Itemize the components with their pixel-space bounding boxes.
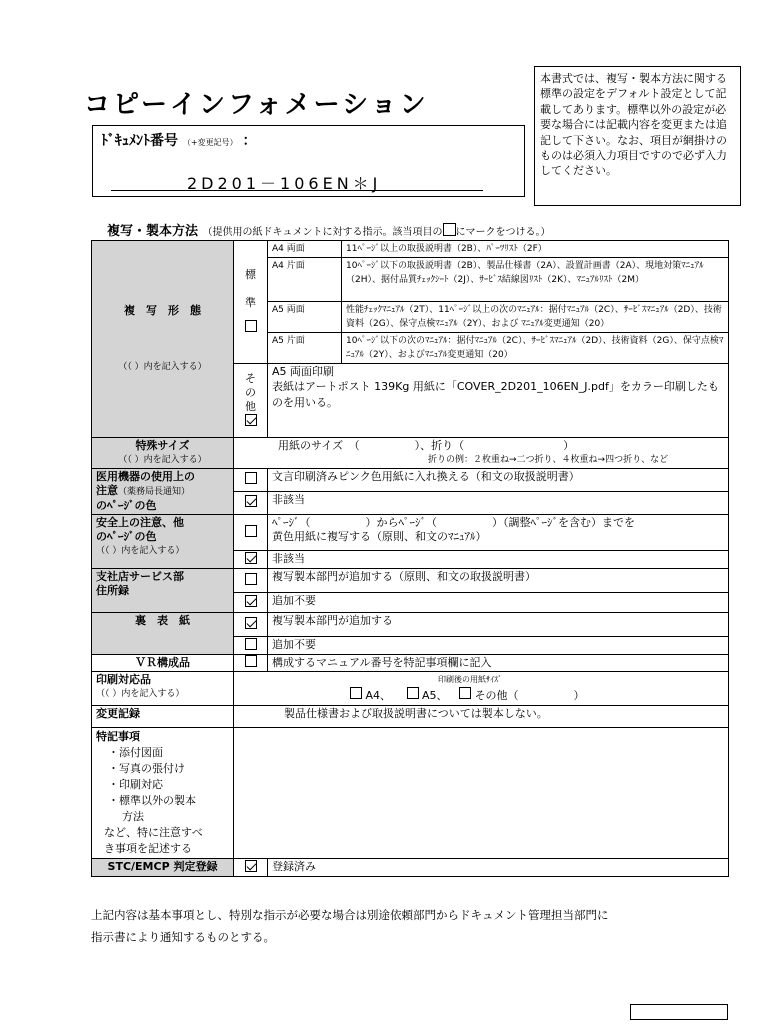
print-a5-label: A5、 (422, 689, 448, 702)
medical-label-2: 注意 (96, 484, 118, 497)
medical-opt1-checkbox[interactable] (245, 472, 257, 484)
medical-label-1: 医用機器の使用上の (96, 470, 195, 483)
back-cover-opt1-checkbox[interactable] (245, 617, 257, 629)
branch-opt2-checkbox[interactable] (245, 595, 257, 607)
print-a4-checkbox[interactable] (350, 687, 362, 699)
safety-opt1-cell (268, 515, 729, 551)
footer-line-2: 指示書により通知するものとする。 (91, 930, 275, 944)
vr-check-cell (234, 655, 268, 672)
safety-label-sub: （（ ）内を記入する） (96, 546, 185, 556)
branch-opt1-check-cell (234, 569, 268, 593)
stc-checkbox[interactable] (245, 860, 257, 872)
stc-check-cell (234, 859, 268, 877)
safety-opt2-text: 非該当 (268, 551, 729, 569)
safety-label-1: 安全上の注意、他 (96, 516, 184, 529)
copy-desc-a4-duplex: 11ﾍﾟｰｼﾞ以上の取扱説明書（2B）、ﾊﾟｰﾂﾘｽﾄ（2F） (342, 241, 729, 258)
copy-type-a4-simplex: A4 片面 (268, 258, 342, 302)
print-label-sub: （（ ）内を記入する） (96, 689, 185, 699)
footer-note (91, 904, 731, 948)
document-number-colon: ： (242, 133, 257, 149)
document-number-value[interactable]: 2D201－106EN＊J (187, 174, 382, 193)
copy-method-table (91, 240, 729, 877)
copy-form-label: 複 写 形 態 (124, 304, 201, 317)
back-cover-opt1-check-cell (234, 613, 268, 637)
branch-opt1-checkbox[interactable] (245, 573, 257, 585)
special-size-text: 用紙のサイズ （ ）、折り（ ） (278, 439, 575, 452)
stc-label: STC/EMCP 判定登録 (92, 859, 234, 877)
document-number-box (92, 125, 525, 197)
medical-opt2-text: 非該当 (268, 492, 729, 515)
other-label-1: そ (245, 371, 256, 385)
safety-label-2: のﾍﾟｰｼﾞの色 (96, 530, 157, 543)
document-number-label (101, 130, 256, 150)
remarks-content[interactable] (234, 728, 729, 859)
special-size-label: 特殊サイズ (135, 439, 190, 452)
remarks-label: 特記事項 (96, 730, 140, 743)
medical-label-2-note: （薬務局長通知） (118, 487, 191, 497)
change-label: 変更記録 (92, 706, 234, 728)
page-title: コピーインフォメーション (84, 90, 429, 120)
copy-type-a5-simplex: A5 片面 (268, 333, 342, 364)
print-label-cell (92, 672, 234, 706)
print-a4-label: A4、 (365, 689, 392, 702)
safety-opt1-text-a: ﾍﾟｰｼﾞ（ ）からﾍﾟｰｼﾞ（ ）（調整ﾍﾟｰｼﾞを含む）までを (272, 516, 635, 529)
print-other-label: その他（ ） (474, 689, 585, 702)
standard-cell (234, 241, 268, 364)
document-number-underline (111, 190, 483, 191)
back-cover-opt2-text: 追加不要 (268, 637, 729, 655)
section-heading (107, 220, 551, 239)
checkbox-sample-icon (443, 223, 456, 236)
other-label-3: 他 (245, 399, 256, 413)
document-number-label-text: ﾄﾞｷｭﾒﾝﾄ番号 (101, 133, 178, 149)
other-line-1: A5 両面印刷 (272, 365, 335, 378)
change-text[interactable]: 製品仕様書および取扱説明書については製本しない。 (234, 706, 729, 728)
medical-opt1-check-cell (234, 469, 268, 492)
medical-opt2-checkbox[interactable] (245, 495, 257, 507)
special-size-label-sub: （（ ）内を記入する） (118, 455, 207, 465)
other-cell (234, 364, 268, 438)
safety-opt2-checkbox[interactable] (245, 552, 257, 564)
remarks-item: ・添付図面 (108, 746, 163, 759)
branch-label-cell (92, 569, 234, 613)
print-label: 印刷対応品 (96, 673, 151, 686)
remarks-item: ・標準以外の製本 (108, 794, 196, 807)
safety-opt2-check-cell (234, 551, 268, 569)
remarks-label-cell (92, 728, 234, 859)
other-checkbox[interactable] (245, 414, 257, 426)
standard-checkbox[interactable] (245, 320, 257, 332)
copy-form-label-sub: （（ ）内を記入する） (118, 362, 207, 372)
stc-text: 登録済み (268, 859, 729, 877)
vr-text: 構成するマニュアル番号を特記事項欄に記入 (268, 655, 729, 672)
remarks-item: ・写真の張付け (108, 762, 185, 775)
back-cover-opt1-text: 複写製本部門が追加する (268, 613, 729, 637)
branch-label-2: 住所録 (96, 584, 129, 597)
copy-desc-a4-simplex: 10ﾍﾟｰｼﾞ以下の取扱説明書（2B）、製品仕様書（2A）、設置計画書（2A）、現地対策ﾏﾆｭｱﾙ（2H）、据付品質ﾁｪｯｸｼｰﾄ（2J）、ｻｰﾋﾞｽ結線図ﾘｽﾄ（2K）、ﾏﾆｭｱﾙﾘｽﾄ（2M） (342, 258, 729, 302)
medical-opt1-text: 文言印刷済みピンク色用紙に入れ換える（和文の取扱説明書） (268, 469, 729, 492)
remarks-item: ・印刷対応 (108, 778, 163, 791)
remarks-tail-1: など、特に注意すべ (104, 826, 203, 839)
standard-label-1: 標 (245, 268, 256, 281)
medical-opt2-check-cell (234, 492, 268, 515)
document-number-label-note: （+変更記号） (182, 138, 238, 147)
special-size-label-cell (92, 438, 234, 469)
branch-opt2-text: 追加不要 (268, 593, 729, 613)
other-label-2: の (245, 385, 256, 399)
print-other-checkbox[interactable] (459, 687, 471, 699)
safety-opt1-checkbox[interactable] (245, 525, 257, 537)
back-cover-opt2-check-cell (234, 637, 268, 655)
instruction-note: 本書式では、複写・製本方法に関する標準の設定をデフォルト設定として記載してあります。標準以外の設定が必要な場合には記載内容を変更または追記して下さい。なお、項目が網掛けのものは必須入力項目ですので必ず入力してください。 (534, 66, 741, 206)
remarks-tail-2: き事項を記述する (104, 842, 192, 855)
section-title: 複写・製本方法 (107, 224, 199, 239)
standard-label-2: 準 (245, 296, 256, 309)
safety-label-cell (92, 515, 234, 569)
branch-opt1-text: 複写製本部門が追加する（原則、和文の取扱説明書） (268, 569, 729, 593)
copy-desc-a5-duplex: 性能ﾁｪｯｸﾏﾆｭｱﾙ（2T）、11ﾍﾟｰｼﾞ以上の次のﾏﾆｭｱﾙ：据付ﾏﾆｭｱﾙ（2C）、ｻｰﾋﾞｽﾏﾆｭｱﾙ（2D）、技術資料（2G）、保守点検ﾏﾆｭｱﾙ（2Y）、および ﾏﾆｭｱﾙ変更通知（20） (342, 302, 729, 333)
medical-label-cell (92, 469, 234, 515)
special-size-example: 折りの例：２枚重ね→二つ折り、４枚重ね→四つ折り、など (428, 455, 669, 465)
print-cell (234, 672, 729, 706)
vr-label: ＶＲ構成品 (92, 655, 234, 672)
page-number-box (630, 1004, 728, 1020)
print-a5-checkbox[interactable] (407, 687, 419, 699)
section-note-b: にマークをつける。） (455, 227, 551, 238)
back-cover-label: 裏 表 紙 (135, 614, 190, 627)
safety-opt1-check-cell (234, 515, 268, 551)
back-cover-label-cell (92, 613, 234, 655)
other-line-2: 表紙はアートポスト 139Kg 用紙に「COVER_2D201_106EN_J.pdf」をカラー印刷したものを用いる。 (272, 380, 719, 409)
copy-form-label-cell (92, 241, 234, 438)
section-note-a: （提供用の紙ドキュメントに対する指示。該当項目の (202, 227, 443, 238)
vr-checkbox[interactable] (245, 655, 257, 667)
footer-line-1: 上記内容は基本事項とし、特別な指示が必要な場合は別途依頼部門からドキュメント管理担当部門に (91, 908, 609, 922)
print-size-title: 印刷後の用紙ｻｲｽﾞ (438, 675, 502, 684)
remarks-item-cont: 方法 (122, 810, 144, 823)
other-text-cell[interactable] (268, 364, 729, 438)
copy-type-a4-duplex: A4 両面 (268, 241, 342, 258)
copy-type-a5-duplex: A5 両面 (268, 302, 342, 333)
branch-label-1: 支社店サービス部 (96, 570, 184, 583)
medical-label-3: のﾍﾟｰｼﾞの色 (96, 499, 157, 512)
copy-desc-a5-simplex: 10ﾍﾟｰｼﾞ以下の次のﾏﾆｭｱﾙ：据付ﾏﾆｭｱﾙ（2C）、ｻｰﾋﾞｽﾏﾆｭｱﾙ（2D）、技術資料（2G）、保守点検ﾏﾆｭｱﾙ（2Y）、およびﾏﾆｭｱﾙ変更通知（20） (342, 333, 729, 364)
branch-opt2-check-cell (234, 593, 268, 613)
back-cover-opt2-checkbox[interactable] (245, 638, 257, 650)
special-size-cell[interactable] (234, 438, 729, 469)
safety-opt1-text-b: 黄色用紙に複写する（原則、和文のﾏﾆｭｱﾙ） (272, 530, 487, 543)
